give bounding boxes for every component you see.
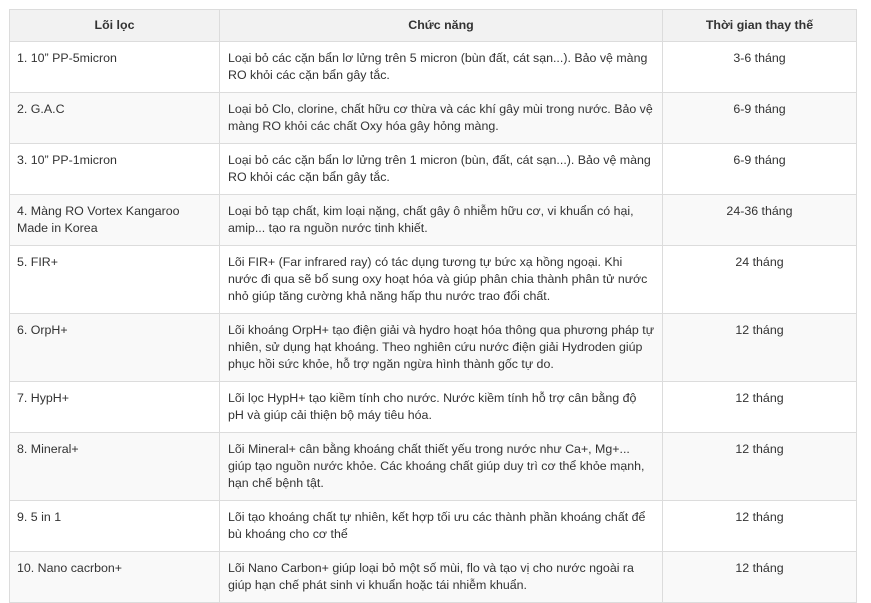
table-row [10,501,857,552]
replacement-time: 12 tháng [663,501,857,552]
filter-function: Loại bỏ các cặn bẩn lơ lửng trên 5 micron (bùn đất, cát sạn...). Bảo vệ màng RO khỏi các cặn bẩn gây tắc. [220,42,663,93]
replacement-time: 12 tháng [663,552,857,603]
replacement-time: 3-6 tháng [663,42,857,93]
filter-function: Lõi tạo khoáng chất tự nhiên, kết hợp tối ưu các thành phần khoáng chất để bù khoáng cho cơ thể [220,501,663,552]
header-filter: Lõi lọc [10,10,220,42]
table-row [10,552,857,603]
table-row [10,246,857,314]
table-row [10,314,857,382]
filter-name: 7. HypH+ [10,382,220,433]
header-replacement-time: Thời gian thay thế [663,10,857,42]
header-function: Chức năng [220,10,663,42]
filter-name: 9. 5 in 1 [10,501,220,552]
table-header-row [10,10,857,42]
replacement-time: 24-36 tháng [663,195,857,246]
filter-table-container [9,9,856,603]
filter-name: 10. Nano cacrbon+ [10,552,220,603]
replacement-time: 6-9 tháng [663,93,857,144]
filter-name: 3. 10” PP-1micron [10,144,220,195]
filter-name: 4. Màng RO Vortex Kangaroo Made in Korea [10,195,220,246]
table-row [10,195,857,246]
filter-replacement-table [9,9,857,603]
replacement-time: 12 tháng [663,314,857,382]
table-row [10,93,857,144]
filter-function: Lõi FIR+ (Far infrared ray) có tác dụng tương tự bức xạ hồng ngoại. Khi nước đi qua sẽ bổ sung oxy hoạt hóa và giúp phân chia thành phân tử nước nhỏ giúp tăng cường khả năng hấp thu nước trao đổi chất. [220,246,663,314]
filter-name: 2. G.A.C [10,93,220,144]
table-row [10,42,857,93]
table-row [10,433,857,501]
filter-name: 8. Mineral+ [10,433,220,501]
replacement-time: 6-9 tháng [663,144,857,195]
table-row [10,144,857,195]
filter-function: Lõi Mineral+ cân bằng khoáng chất thiết yếu trong nước như Ca+, Mg+... giúp tạo nguồn nước khỏe. Các khoáng chất giúp duy trì cơ thể khỏe mạnh, hạn chế bệnh tật. [220,433,663,501]
filter-name: 1. 10” PP-5micron [10,42,220,93]
replacement-time: 24 tháng [663,246,857,314]
filter-function: Loại bỏ tạp chất, kim loại nặng, chất gây ô nhiễm hữu cơ, vi khuẩn có hại, amip... tạo ra nguồn nước tinh khiết. [220,195,663,246]
filter-name: 5. FIR+ [10,246,220,314]
filter-function: Loại bỏ các cặn bẩn lơ lửng trên 1 micron (bùn, đất, cát sạn...). Bảo vệ màng RO khỏi các cặn bẩn gây tắc. [220,144,663,195]
filter-name: 6. OrpH+ [10,314,220,382]
replacement-time: 12 tháng [663,382,857,433]
filter-function: Lõi lọc HypH+ tạo kiềm tính cho nước. Nước kiềm tính hỗ trợ cân bằng độ pH và giúp cải thiện bộ máy tiêu hóa. [220,382,663,433]
filter-function: Lõi khoáng OrpH+ tạo điện giải và hydro hoạt hóa thông qua phương pháp tự nhiên, sử dụng hạt khoáng. Theo nghiên cứu nước điện giải Hydroden giúp phục hồi sức khỏe, hỗ trợ ngăn ngừa hình thành gốc tự do. [220,314,663,382]
filter-function: Loại bỏ Clo, clorine, chất hữu cơ thừa và các khí gây mùi trong nước. Bảo vệ màng RO khỏi các chất Oxy hóa gây hỏng màng. [220,93,663,144]
filter-function: Lõi Nano Carbon+ giúp loại bỏ một số mùi, flo và tạo vị cho nước ngoài ra giúp hạn chế phát sinh vi khuẩn hoặc tái nhiễm khuẩn. [220,552,663,603]
table-row [10,382,857,433]
replacement-time: 12 tháng [663,433,857,501]
